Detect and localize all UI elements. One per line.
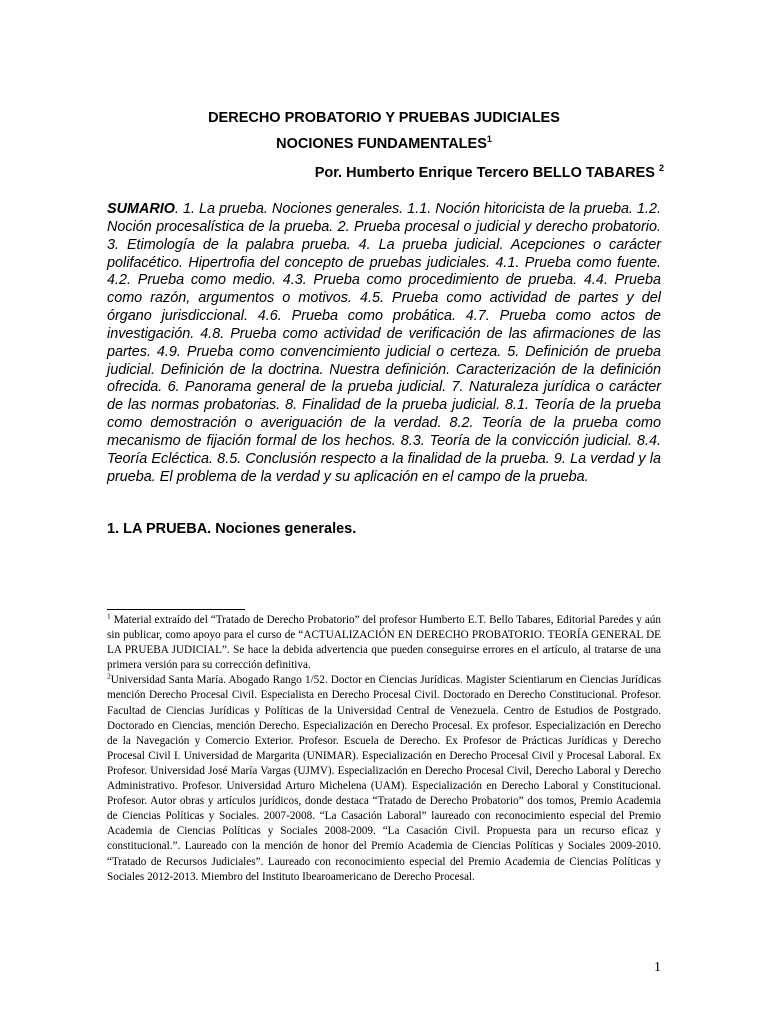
- summary-label: SUMARIO: [107, 201, 175, 217]
- author-name: Por. Humberto Enrique Tercero BELLO TABARES: [314, 165, 655, 181]
- document-subtitle: [0, 136, 768, 152]
- subtitle-text: NOCIONES FUNDAMENTALES: [276, 136, 487, 152]
- footnote-ref-2[interactable]: 2: [658, 163, 664, 174]
- author-line: [315, 165, 664, 181]
- footnote-mark-1: 1: [107, 611, 111, 621]
- footnotes: [107, 613, 661, 885]
- footnote-separator: [107, 609, 245, 610]
- footnote-mark-2: 2: [107, 671, 111, 681]
- footnote-2: [107, 673, 661, 884]
- footnote-text-2: Universidad Santa María. Abogado Rango 1/52. Doctor en Ciencias Jurídicas. Magister Scientiarum en Ciencias Jurídicas mención Derecho Procesal Civil. Especialista en Derecho Procesal Civil. Doctorado en Derecho Constitucional. Profesor. Facultad de Ciencias Jurídicas y Políticas de la Universidad Central de Venezuela. Centro de Estudios de Postgrado. Doctorado en Ciencias, mención Derecho. Especialización en Derecho Procesal. Ex profesor. Especialización en Derecho de la Navegación y Comercio Exterior. Profesor. Escuela de Derecho. Ex Profesor de Prácticas Jurídicas y Derecho Procesal Civil I. Universidad de Margarita (UNIMAR). Especialización en Derecho Procesal Civil y Procesal Laboral. Ex Profesor. Universidad José María Vargas (UJMV). Especialización en Derecho Procesal Civil, Derecho Laboral y Derecho Administrativo. Profesor. Universidad Arturo Michelena (UAM). Especialización en Derecho Laboral y Constitucional. Profesor. Autor obras y artículos jurídicos, donde destaca “Tratado de Derecho Probatorio” dos tomos, Premio Academia de Ciencias Políticas y Sociales. 2007-2008. “La Casación Laboral” laureado con reconocimiento especial del Premio Academia de Ciencias Políticas y Sociales 2008-2009. “La Casación Civil. Propuesta para un recurso eficaz y constitucional.”. Laureado con la mención de honor del Premio Academia de Ciencias Políticas y Sociales 2009-2010. “Tratado de Recursos Judiciales”. Laureado con reconocimiento especial del Premio Academia de Ciencias Políticas y Sociales 2012-2013. Miembro del Instituto Ibearoamericano de Derecho Procesal.: [107, 674, 661, 883]
- footnote-1: [107, 613, 661, 673]
- document-title: DERECHO PROBATORIO Y PRUEBAS JUDICIALES: [208, 110, 560, 126]
- page-number: 1: [654, 960, 661, 975]
- summary-text: . 1. La prueba. Nociones generales. 1.1. Noción hitoricista de la prueba. 1.2. Noción procesalística de la prueba. 2. Prueba procesal o judicial y derecho probatorio. 3. Etimología de la palabra prueba. 4. La prueba judicial. Acepciones o carácter polifacético. Hipertrofia del concepto de pruebas judiciales. 4.1. Prueba como fuente. 4.2. Prueba como medio. 4.3. Prueba como procedimiento de prueba. 4.4. Prueba como razón, argumentos o motivos. 4.5. Prueba como actividad de partes y del órgano jurisdiccional. 4.6. Prueba como probática. 4.7. Prueba como actos de investigación. 4.8. Prueba como actividad de verificación de las afirmaciones de las partes. 4.9. Prueba como convencimiento judicial o certeza. 5. Definición de prueba judicial. Definición de la doctrina. Nuestra definición. Caracterización de la definición ofrecida. 6. Panorama general de la prueba judicial. 7. Naturaleza jurídica o carácter de las normas probatorias. 8. Finalidad de la prueba judicial. 8.1. Teoría de la prueba como demostración o averiguación de la verdad. 8.2. Teoría de la prueba como mecanismo de fijación formal de los hechos. 8.3. Teoría de la convicción judicial. 8.4. Teoría Ecléctica. 8.5. Conclusión respecto a la finalidad de la prueba. 9. La verdad y la prueba. El problema de la verdad y su aplicación en el campo de la prueba.: [107, 201, 661, 485]
- summary-paragraph: [107, 201, 661, 487]
- footnote-text-1: Material extraído del “Tratado de Derecho Probatorio” del profesor Humberto E.T. Bello Tabares, Editorial Paredes y aún sin publicar, como apoyo para el curso de “ACTUALIZACIÓN EN DERECHO PROBATORIO. TEORÍA GENERAL DE LA PRUEBA JUDICIAL”. Se hace la debida advertencia que pueden conseguirse errores en el artículo, al tratarse de una primera versión para su corrección definitiva.: [107, 614, 661, 672]
- section-heading: 1. LA PRUEBA. Nociones generales.: [107, 521, 357, 537]
- footnote-ref-1[interactable]: 1: [486, 134, 492, 145]
